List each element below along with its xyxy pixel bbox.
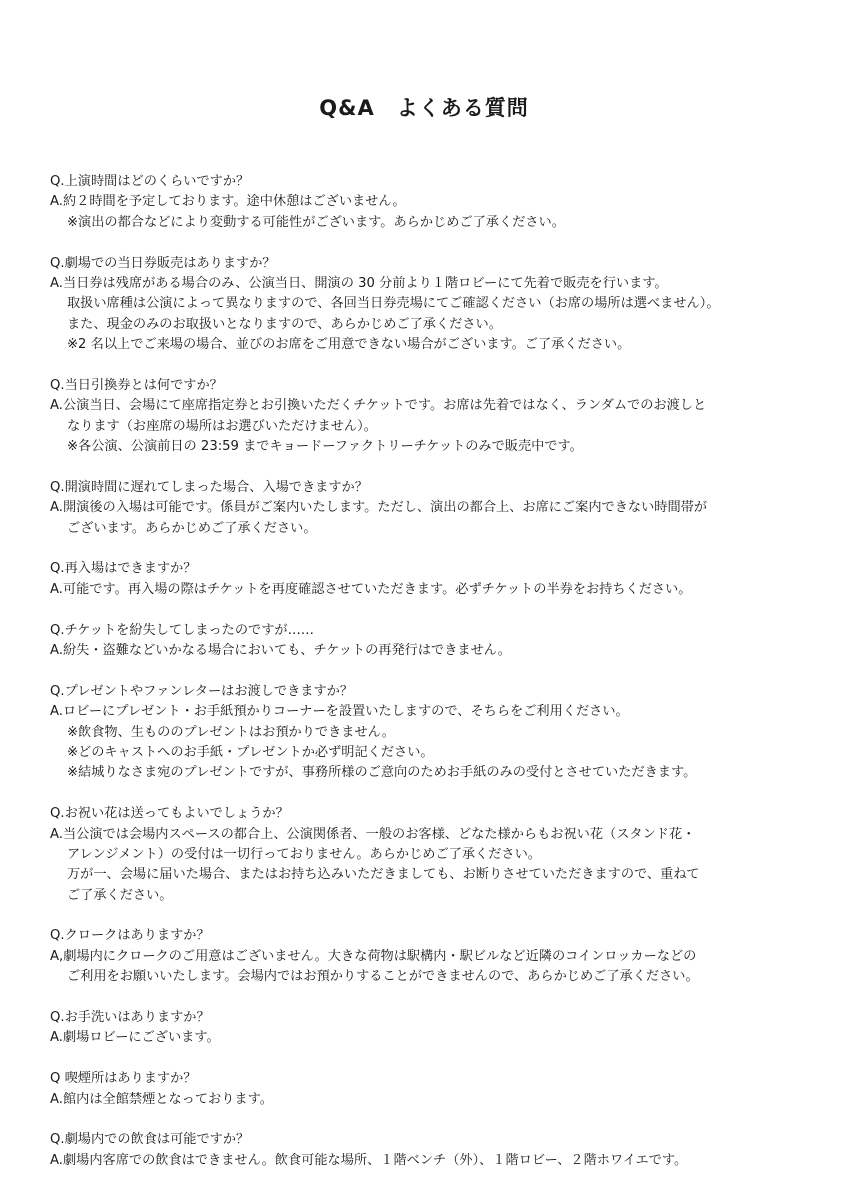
answer-continuation-text: なります（お座席の場所はお選びいただけません）。 bbox=[67, 418, 377, 434]
answer-text: A.館内は全館禁煙となっております。 bbox=[50, 1091, 273, 1107]
qa-item bbox=[50, 1069, 810, 1110]
question-text: Q.クロークはありますか？ bbox=[50, 928, 210, 944]
qa-item bbox=[50, 1008, 810, 1049]
answer-text: A.劇場内客席での飲食はできません。飲食可能な場所、１階ベンチ（外）、１階ロビー、２階ホワイエです。 bbox=[50, 1152, 688, 1168]
qa-list bbox=[50, 172, 810, 1192]
page-title: Q&A よくある質問 bbox=[319, 96, 529, 120]
answer-text: A.紛失・盗難などいかなる場合においても、チケットの再発行はできません。 bbox=[50, 642, 511, 658]
qa-item bbox=[50, 804, 810, 906]
answer-continuation-text: ※どのキャストへのお手紙・プレゼントか必ず明記ください。 bbox=[67, 744, 434, 760]
question-text: Q.当日引換券とは何ですか？ bbox=[50, 377, 223, 393]
question-text: Q 喫煙所はありますか？ bbox=[50, 1071, 197, 1087]
qa-item bbox=[50, 1130, 810, 1171]
answer-text: A,劇場内にクロークのご用意はございません。大きな荷物は駅構内・駅ビルなど近隣のコインロッカーなどの bbox=[50, 948, 697, 964]
answer-continuation-text: ※飲食物、生もののプレゼントはお預かりできません。 bbox=[67, 724, 395, 740]
answer-continuation-text: ご了承ください。 bbox=[67, 887, 173, 903]
answer-continuation-text: ございます。あらかじめご了承ください。 bbox=[67, 520, 317, 536]
answer-text: A.開演後の入場は可能です。係員がご案内いたします。ただし、演出の都合上、お席にご案内できない時間帯が bbox=[50, 500, 708, 516]
answer-text: A.当公演では会場内スペースの都合上、公演関係者、一般のお客様、どなた様からもお祝い花（スタンド花・ bbox=[50, 826, 696, 842]
question-text: Q.お手洗いはありますか？ bbox=[50, 1010, 210, 1026]
question-text: Q.再入場はできますか？ bbox=[50, 561, 197, 577]
question-text: Q.プレゼントやファンレターはお渡しできますか？ bbox=[50, 683, 354, 699]
qa-item bbox=[50, 621, 810, 662]
question-text: Q.チケットを紛失してしまったのですが…… bbox=[50, 622, 314, 638]
answer-continuation-text: ※2 名以上でご来場の場合、並びのお席をご用意できない場合がございます。ご了承ください。 bbox=[67, 337, 631, 353]
qa-item bbox=[50, 478, 810, 539]
question-text: Q.劇場内での飲食は可能ですか？ bbox=[50, 1132, 250, 1148]
answer-continuation-text: ※結城りなさま宛のプレゼントですが、事務所様のご意向のためお手紙のみの受付とさせていただきます。 bbox=[67, 765, 697, 781]
answer-continuation-text: アレンジメント）の受付は一切行っておりません。あらかじめご了承ください。 bbox=[67, 846, 541, 862]
answer-continuation-text: 取扱い席種は公演によって異なりますので、各回当日券売場にてご確認ください（お席の場所は選べません）。 bbox=[67, 296, 720, 312]
qa-item bbox=[50, 254, 810, 356]
answer-continuation-text: ご利用をお願いいたします。会場内ではお預かりすることができませんので、あらかじめご了承ください。 bbox=[67, 969, 699, 985]
qa-item bbox=[50, 376, 810, 458]
answer-text: A.劇場ロビーにございます。 bbox=[50, 1030, 220, 1046]
qa-item bbox=[50, 559, 810, 600]
qa-item bbox=[50, 682, 810, 784]
answer-text: A.当日券は残席がある場合のみ、公演当日、開演の 30 分前より１階ロビーにて先着で販売を行います。 bbox=[50, 275, 668, 291]
answer-continuation-text: 万が一、会場に届いた場合、またはお持ち込みいただきましても、お断りさせていただきますので、重ねて bbox=[67, 867, 700, 883]
answer-continuation-text: また、現金のみのお取扱いとなりますので、あらかじめご了承ください。 bbox=[67, 316, 502, 332]
answer-text: A.約２時間を予定しております。途中休憩はございません。 bbox=[50, 194, 406, 210]
answer-continuation-text: ※演出の都合などにより変動する可能性がございます。あらかじめご了承ください。 bbox=[67, 214, 565, 230]
answer-text: A.可能です。再入場の際はチケットを再度確認させていただきます。必ずチケットの半券をお持ちください。 bbox=[50, 581, 692, 597]
qa-item bbox=[50, 172, 810, 233]
question-text: Q.劇場での当日券販売はありますか？ bbox=[50, 255, 276, 271]
question-text: Q.お祝い花は送ってもよいでしょうか？ bbox=[50, 806, 289, 822]
answer-continuation-text: ※各公演、公演前日の 23:59 までキョードーファクトリーチケットのみで販売中です。 bbox=[67, 439, 583, 455]
question-text: Q.上演時間はどのくらいですか？ bbox=[50, 174, 250, 189]
answer-text: A.ロビーにプレゼント・お手紙預かりコーナーを設置いたしますので、そちらをご利用ください。 bbox=[50, 704, 629, 720]
answer-text: A.公演当日、会場にて座席指定券とお引換いただくチケットです。お席は先着ではなく、ランダムでのお渡しと bbox=[50, 398, 707, 414]
question-text: Q.開演時間に遅れてしまった場合、入場できますか？ bbox=[50, 479, 368, 495]
qa-item bbox=[50, 926, 810, 987]
